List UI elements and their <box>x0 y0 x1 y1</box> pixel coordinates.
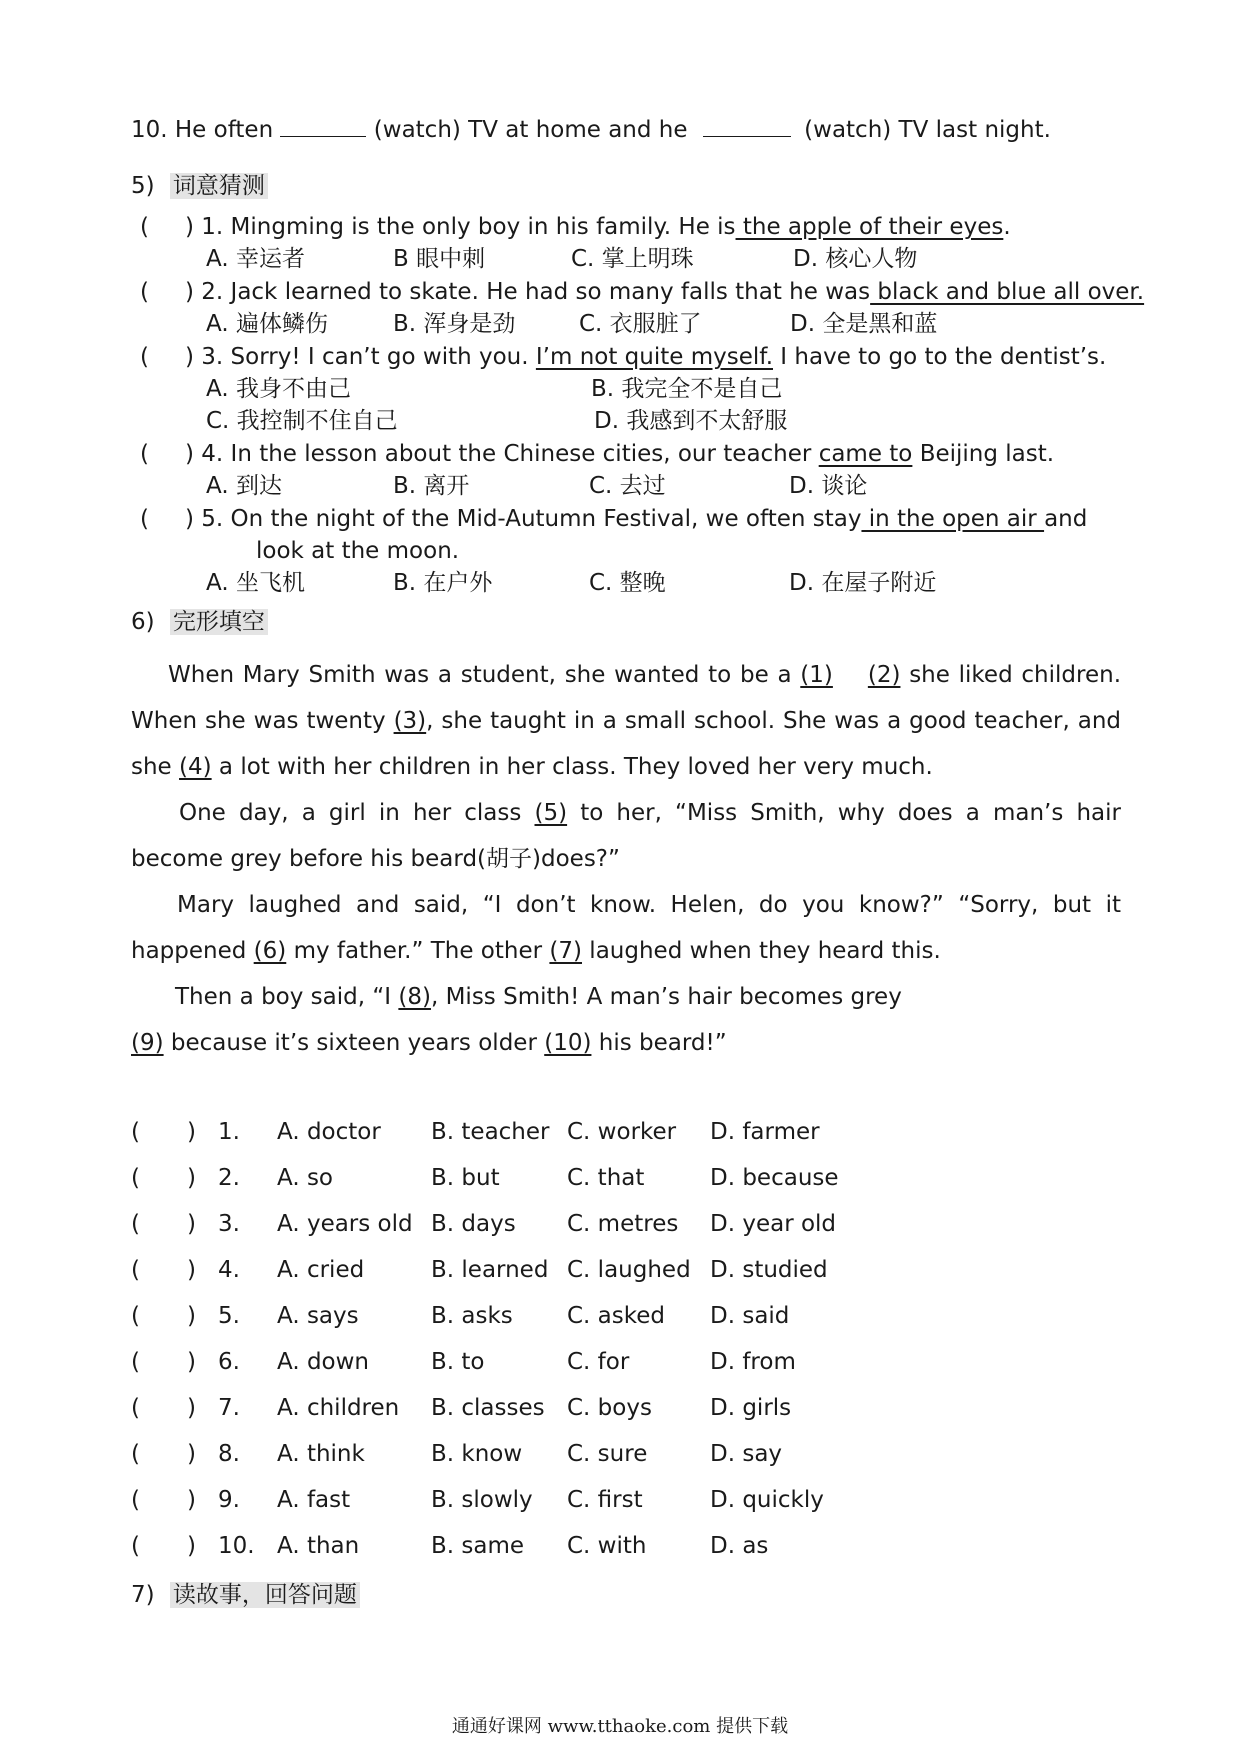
gap-4: (4) <box>179 754 212 780</box>
answer-blank <box>280 116 366 137</box>
vocab-option-1d: D. 核心人物 <box>793 246 918 272</box>
gap-6: (6) <box>253 938 287 964</box>
answer-blank <box>703 116 791 137</box>
gap-3: (3) <box>393 708 427 734</box>
vocab-option-1c: C. 掌上明珠 <box>571 246 694 272</box>
vocab-option-3d: D. 我感到不太舒服 <box>594 408 788 434</box>
vocab-option-2a: A. 遍体鳞伤 <box>206 311 328 337</box>
vocab-option-1b: B 眼中刺 <box>393 246 486 272</box>
gap-5: (5) <box>534 800 568 826</box>
gap-10: (10) <box>544 1030 592 1056</box>
passage-paragraph-4: Then a boy said, “I (8), Miss Smith! A man’s hair becomes grey <box>175 984 902 1010</box>
question-10: 10. He often (watch) TV at home and he (watch) TV last night. <box>131 117 1051 143</box>
vocab-option-5a: A. 坐飞机 <box>206 570 305 596</box>
passage-paragraph-2: One day, a girl in her class (5) to her, “Miss Smith, why does a man’s hair become grey before his beard(胡子)does?” <box>131 800 1121 872</box>
passage-paragraph-3: Mary laughed and said, “I don’t know. Helen, do you know?” “Sorry, but it happened (6) my father.” The other (7) laughed when they heard this. <box>131 892 1121 964</box>
gap-2: (2) <box>867 662 901 688</box>
passage-paragraph-1: When Mary Smith was a student, she wanted to be a (1) (2) she liked children. When she was twenty (3), she taught in a small school. She was a good teacher, and she (4) a lot with her children in her class. They loved her very much. <box>131 662 1122 780</box>
vocab-option-4b: B. 离开 <box>393 473 470 499</box>
passage-paragraph-5: (9) because it’s sixteen years older (10) his beard!” <box>131 1030 727 1056</box>
section-6-heading: 6) 完形填空 <box>131 607 268 637</box>
vocab-option-3c: C. 我控制不住自己 <box>206 408 398 434</box>
gap-8: (8) <box>398 984 431 1010</box>
worksheet-page: 10. He often (watch) TV at home and he (watch) TV last night. 5) 词意猜测 ( ) 1. Mingming is the only boy in his family. He is the apple of their eyes. A. 幸运者 B 眼中刺 C. 掌上明珠 D. 核心人物 ( ) 2. Jack learned to skate. He had so many falls that he was black and blue all over. A. 遍体鳞伤 B. 浑身是劲 C. 衣服脏了 D. 全是黑和蓝 ( ) 3. Sorry! I can’t go with you. I’m not quite myself. I have to go to the dentist’s. A. 我身不由己 B. 我完全不是自己 C. 我控制不住自己 D. 我感到不太舒服 ( ) 4. In the lesson about the Chinese cities, our teacher came to Beijing last. A. 到达 B. 离开 C. 去过 D. 谈论 ( ) 5. On the night of the Mid-Autumn Festival, we often stay in the open air and look at the moon. A. 坐飞机 B. 在户外 C. 整晚 D. 在屋子附近 6) 完形填空 When Mary Smith was a student, she wanted to be a (1) (2) she liked children. When she was twenty (3), she taught in a small school. She was a good teacher, and she (4) a lot with her children in her class. They loved her very much. One day, a girl in her class (5) to her, “Miss Smith, why does a man’s hair become grey before his beard(胡子)does?” Mary laughed and said, “I don’t know. Helen, do you know?” “Sorry, but it happened (6) my father.” The other (7) laughed when they heard this. Then a boy said, “I (8), Miss Smith! A man’s hair becomes grey (9) because it’s sixteen years older (10) his beard!” ( ) 1. A. doctor B. teacher C. worker D. farmer ( ) 2. A. so B. but C. that D. because ( ) 3. A. years old B. days C. metres D. year old ( ) 4. A. cried B. learned C. laughed D. studied ( ) 5. A. says B. asks C. asked D. said ( ) 6. A. down B. to C. for D. from ( ) 7. A. children B. classes C. boys D. girls ( ) 8. A. think B. know C. sure D. say ( ) 9. A. fast B. slowly C. first D. quickly ( ) 10. A. than B. same C. with D. as 7) 读故事，回答问题 通通好课网 www.tthaoke.com 提供下载 <box>0 0 1240 1754</box>
vocab-question-3: ( ) 3. Sorry! I can’t go with you. I’m not quite myself. I have to go to the dentist’s. <box>140 344 1107 370</box>
vocab-question-4: ( ) 4. In the lesson about the Chinese cities, our teacher came to Beijing last. <box>140 441 1055 467</box>
vocab-option-4a: A. 到达 <box>206 473 282 499</box>
gap-1: (1) <box>800 662 833 688</box>
gap-9: (9) <box>131 1030 164 1056</box>
section-7-heading: 7) 读故事，回答问题 <box>131 1580 360 1610</box>
vocab-option-5c: C. 整晚 <box>589 570 666 596</box>
vocab-question-5: ( ) 5. On the night of the Mid-Autumn Festival, we often stay in the open air and <box>140 506 1088 532</box>
cloze-passage <box>131 652 1121 1066</box>
page-footer: 通通好课网 www.tthaoke.com 提供下载 <box>451 1716 789 1737</box>
vocab-option-3a: A. 我身不由己 <box>206 376 351 402</box>
vocab-question-5-line2: look at the moon. <box>256 538 460 564</box>
vocab-option-4d: D. 谈论 <box>789 473 868 499</box>
vocab-option-3b: B. 我完全不是自己 <box>591 376 783 402</box>
vocab-option-2b: B. 浑身是劲 <box>393 311 516 337</box>
vocab-option-1a: A. 幸运者 <box>206 246 305 272</box>
section-5-heading: 5) 词意猜测 <box>131 171 268 201</box>
gap-7: (7) <box>549 938 582 964</box>
vocab-option-2c: C. 衣服脏了 <box>579 311 702 337</box>
vocab-option-2d: D. 全是黑和蓝 <box>790 311 938 337</box>
vocab-option-5b: B. 在户外 <box>393 570 493 596</box>
vocab-question-2: ( ) 2. Jack learned to skate. He had so many falls that he was black and blue all over. <box>140 279 1145 305</box>
vocab-option-4c: C. 去过 <box>589 473 666 499</box>
vocab-option-5d: D. 在屋子附近 <box>789 570 937 596</box>
vocab-question-1: ( ) 1. Mingming is the only boy in his family. He is the apple of their eyes. <box>140 214 1011 240</box>
